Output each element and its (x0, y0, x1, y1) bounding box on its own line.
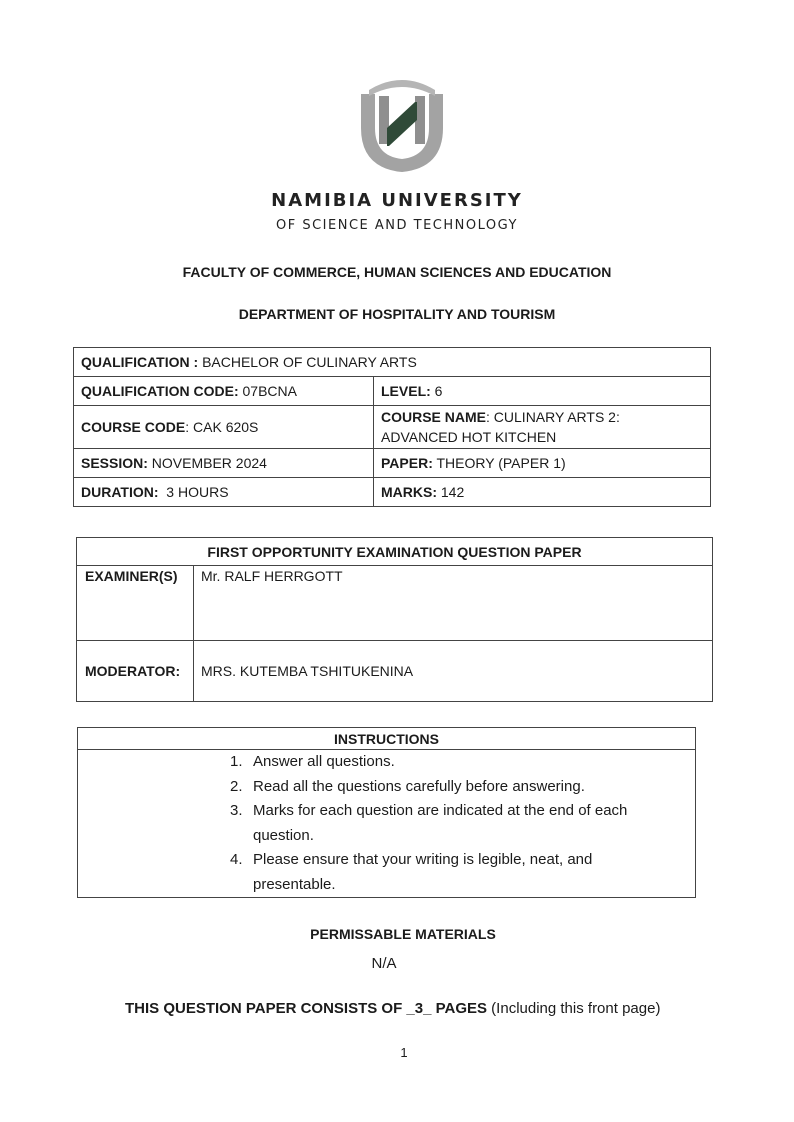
instruction-text-continued: question. (253, 826, 314, 844)
university-subtitle: OF SCIENCE AND TECHNOLOGY (276, 218, 518, 233)
university-logo (357, 76, 447, 174)
paper-cell (374, 449, 711, 478)
level-cell (374, 377, 711, 406)
permissable-materials-value: N/A (371, 955, 397, 972)
course-code-cell (74, 406, 374, 449)
paper-value: THEORY (PAPER 1) (436, 455, 566, 471)
duration-cell (74, 478, 374, 507)
instruction-text: Answer all questions. (253, 753, 395, 770)
instruction-number: 4. (230, 851, 243, 868)
qualification-value: BACHELOR OF CULINARY ARTS (202, 354, 417, 370)
examiner-value: Mr. RALF HERRGOTT (194, 566, 713, 641)
examiner-label: EXAMINER(S) (77, 566, 194, 641)
faculty-title: FACULTY OF COMMERCE, HUMAN SCIENCES AND EDUCATION (182, 264, 612, 280)
instruction-text-continued: presentable. (253, 875, 336, 893)
course-name-label: COURSE NAME (381, 409, 487, 425)
instruction-item (78, 848, 695, 897)
instruction-text: Please ensure that your writing is legible, neat, and (253, 851, 593, 868)
instructions-body (78, 750, 696, 898)
course-name-value-line1: : CULINARY ARTS 2: (486, 409, 620, 425)
page-count-bold: THIS QUESTION PAPER CONSISTS OF _3_ PAGES (125, 1000, 488, 1017)
instruction-item (78, 799, 695, 848)
instruction-number: 3. (230, 802, 243, 819)
department-title: DEPARTMENT OF HOSPITALITY AND TOURISM (238, 306, 556, 322)
university-name: NAMIBIA UNIVERSITY (271, 190, 523, 211)
course-name-cell (374, 406, 711, 449)
marks-cell (374, 478, 711, 507)
qualification-code-value: 07BCNA (242, 383, 297, 399)
level-value: 6 (434, 383, 443, 399)
level-label: LEVEL: (381, 383, 431, 399)
course-code-label: COURSE CODE (81, 419, 186, 435)
qualification-table (73, 347, 711, 507)
logo-green-slash (387, 102, 417, 146)
qualification-code-cell (74, 377, 374, 406)
course-name-value-line2: ADVANCED HOT KITCHEN (381, 429, 557, 445)
page-count-normal: (Including this front page) (487, 1000, 661, 1017)
session-cell (74, 449, 374, 478)
qualification-label: QUALIFICATION : (81, 354, 199, 370)
marks-value: 142 (440, 484, 465, 500)
duration-value: 3 HOURS (166, 484, 229, 500)
instruction-number: 1. (230, 753, 243, 770)
page-number: 1 (400, 1045, 408, 1060)
qualification-code-label: QUALIFICATION CODE: (81, 383, 239, 399)
exam-table-header: FIRST OPPORTUNITY EXAMINATION QUESTION PAPER (77, 538, 713, 566)
qualification-cell (74, 348, 711, 377)
instruction-text: Marks for each question are indicated at the end of each (253, 802, 628, 819)
examination-table (76, 537, 713, 702)
instruction-item (78, 750, 695, 775)
marks-label: MARKS: (381, 484, 437, 500)
logo-arch (369, 80, 435, 96)
instruction-number: 2. (230, 777, 243, 795)
course-code-value: : CAK 620S (185, 419, 259, 435)
instructions-list (78, 750, 695, 897)
moderator-value: MRS. KUTEMBA TSHITUKENINA (194, 641, 713, 702)
page-count-note (125, 1000, 660, 1017)
session-label: SESSION: (81, 455, 148, 471)
instruction-item (78, 775, 695, 800)
paper-label: PAPER: (381, 455, 433, 471)
session-value: NOVEMBER 2024 (151, 455, 267, 471)
permissable-materials-label: PERMISSABLE MATERIALS (310, 926, 496, 942)
instructions-table (77, 727, 696, 898)
duration-label: DURATION: (81, 484, 159, 500)
instruction-text: Read all the questions carefully before answering. (253, 777, 585, 795)
instructions-header: INSTRUCTIONS (78, 728, 696, 750)
moderator-label: MODERATOR: (77, 641, 194, 702)
